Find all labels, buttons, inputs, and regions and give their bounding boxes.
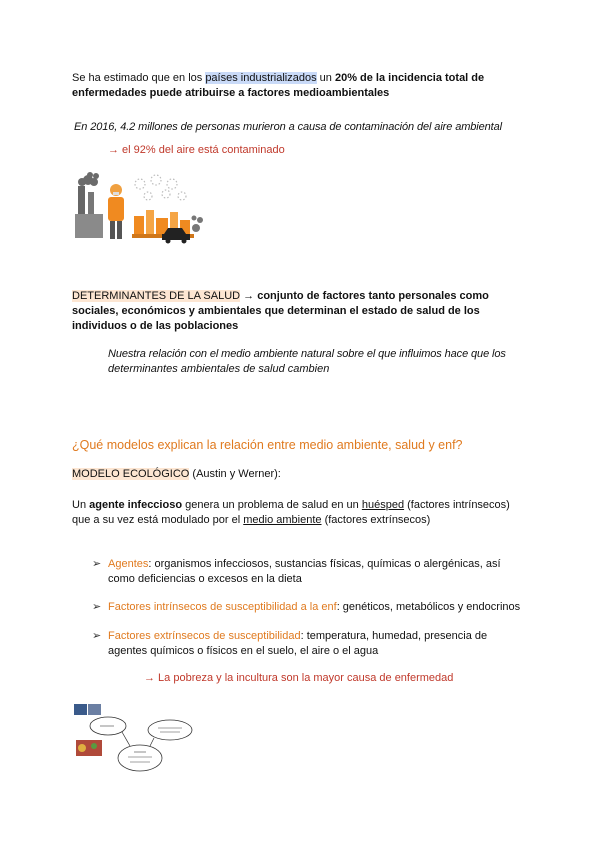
bullet-extrinsecos — [92, 629, 488, 659]
stat-text: En 2016, 4.2 millones de personas murieron a causa de contaminación del aire ambiental — [74, 121, 502, 133]
agent-env: medio ambiente — [243, 514, 322, 526]
model-authors: (Austin y Werner): — [189, 468, 281, 480]
determinantes-term: DETERMINANTES DE LA SALUD — [72, 290, 241, 302]
ecological-model-diagram-icon — [72, 702, 202, 774]
bullet-text-2: agentes químicos o físicos en el suelo, el aire o el agua — [108, 645, 379, 657]
pollution-illustration-icon — [72, 172, 207, 244]
bullet-intrinsecos — [92, 600, 521, 615]
intro-bold-2: enfermedades puede atribuirse a factores medioambientales — [72, 87, 390, 99]
bullet-text: : temperatura, humedad, presencia de — [300, 630, 488, 642]
determinantes-def-1: → conjunto de factores tanto personales como — [240, 290, 489, 302]
agent-line-1 — [72, 498, 510, 513]
section-heading: ¿Qué modelos explican la relación entre medio ambiente, salud y enf? — [72, 438, 463, 452]
relation-line-1: Nuestra relación con el medio ambiente natural sobre el que influimos hace que los — [108, 348, 506, 360]
bullet-arrow-icon: ➢ — [92, 601, 102, 613]
agent-line2-pre: que a su vez está modulado por el — [72, 514, 244, 526]
model-name: MODELO ECOLÓGICO — [72, 468, 190, 480]
bullet-text-2: como deficiencias o excesos en la dieta — [108, 573, 302, 585]
bullet-label: Factores extrínsecos de susceptibilidad — [108, 630, 301, 642]
agent-line-2 — [72, 513, 430, 528]
agent-host: huésped — [361, 499, 405, 511]
highlight-industrial: países industrializados — [205, 72, 317, 84]
intro-text: Se ha estimado que en los — [72, 72, 206, 84]
model-line — [72, 467, 281, 482]
bullet-arrow-icon: ➢ — [92, 630, 102, 642]
agent-line2-post: (factores extrínsecos) — [321, 514, 431, 526]
bullet-arrow-icon: ➢ — [92, 558, 102, 570]
bullet-text: : organismos infecciosos, sustancias físicas, químicas o alergénicas, así — [148, 558, 501, 570]
agent-mid: genera un problema de salud en un — [182, 499, 362, 511]
bullet-label: Factores intrínsecos de susceptibilidad a la enf — [108, 601, 337, 613]
agent-bold: agente infeccioso — [89, 499, 183, 511]
relation-line-2: determinantes ambientales de salud cambien — [108, 363, 330, 375]
air-note: → el 92% del aire está contaminado — [108, 144, 285, 156]
determinantes-line-1 — [72, 289, 489, 304]
poverty-note: → La pobreza y la incultura son la mayor causa de enfermedad — [144, 672, 454, 684]
intro-paragraph — [72, 71, 542, 86]
bullet-text: : genéticos, metabólicos y endocrinos — [336, 601, 521, 613]
agent-post: (factores intrínsecos) — [404, 499, 510, 511]
bullet-label: Agentes — [108, 558, 149, 570]
determinantes-line-3: individuos o de las poblaciones — [72, 320, 239, 332]
agent-pre: Un — [72, 499, 90, 511]
determinantes-line-2: sociales, económicos y ambientales que determinan el estado de salud de los — [72, 305, 480, 317]
bullet-agentes — [92, 557, 501, 587]
intro-bold-1: 20% de la incidencia total de — [334, 72, 485, 84]
intro-mid: un — [316, 72, 335, 84]
